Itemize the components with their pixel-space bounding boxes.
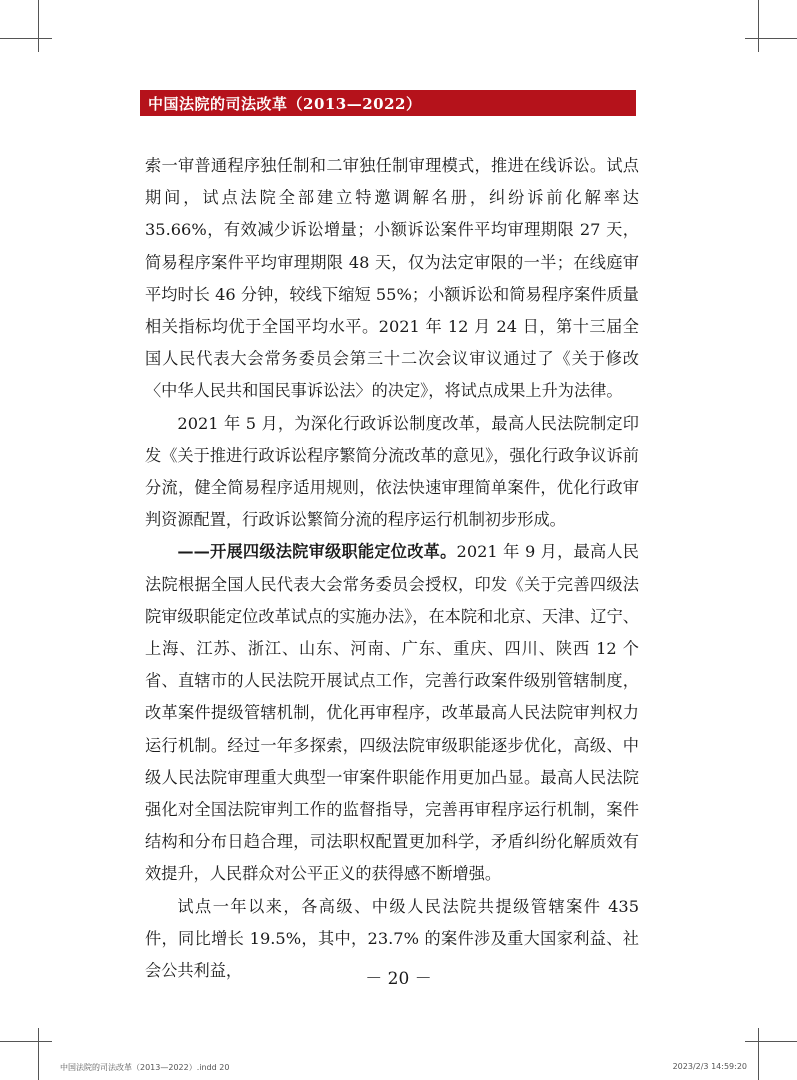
paragraph-3-text: 2021 年 9 月，最高人民法院根据全国人民代表大会常务委员会授权，印发《关于完善四级法院审级职能定位改革试点的实施办法》，在本院和北京、天津、辽宁、上海、江苏、浙江、山东、河南、广东、重庆、四川、陕西 12 个省、直辖市的人民法院开展试点工作，完善行政案件级别管辖制度，改革案件提级管辖机制，优化再审程序，改革最高人民法院审判权力运行机制。经过一年多探索，四级法院审级职能逐步优化，高级、中级人民法院审理重大典型一审案件职能作用更加凸显。最高人民法院强化对全国法院审判工作的监督指导，完善再审程序运行机制，案件结构和分布日趋合理，司法职权配置更加科学，矛盾纠纷化解质效有效提升，人民群众对公平正义的获得感不断增强。 [145, 542, 639, 884]
crop-mark-top-right-v [758, 0, 759, 52]
body-text [145, 150, 639, 987]
paragraph-4-text: 试点一年以来，各高级、中级人民法院共提级管辖案件 435 件，同比增长 19.5%，其中，23.7% 的案件涉及重大国家利益、社会公共利益， [145, 896, 639, 981]
crop-mark-bottom-left-v [38, 1028, 39, 1080]
crop-mark-bottom-left-h [0, 1041, 52, 1042]
crop-mark-top-left-h [0, 38, 52, 39]
paragraph-2 [145, 408, 639, 537]
footer-file-name: 中国法院的司法改革（2013—2022）.indd 20 [60, 1063, 230, 1072]
running-header-bar [140, 90, 636, 116]
paragraph-3 [145, 536, 639, 890]
page-number: － 20 － [365, 969, 432, 989]
running-header-title: 中国法院的司法改革（2013—2022） [148, 95, 422, 113]
crop-mark-top-right-h [745, 38, 797, 39]
paragraph-1 [145, 150, 639, 408]
paragraph-2-text: 2021 年 5 月，为深化行政诉讼制度改革，最高人民法院制定印发《关于推进行政诉讼程序繁简分流改革的意见》，强化行政争议诉前分流，健全简易程序适用规则，依法快速审理简单案件，优化行政审判资源配置，行政诉讼繁简分流的程序运行机制初步形成。 [145, 413, 639, 530]
crop-mark-top-left-v [38, 0, 39, 52]
paragraph-3-heading: ——开展四级法院审级职能定位改革。 [177, 542, 457, 562]
paragraph-1-text: 索一审普通程序独任制和二审独任制审理模式，推进在线诉讼。试点期间，试点法院全部建立特邀调解名册，纠纷诉前化解率达 35.66%，有效减少诉讼增量；小额诉讼案件平均审理期限 27 天，简易程序案件平均审理期限 48 天，仅为法定审限的一半；在线庭审平均时长 46 分钟，较线下缩短 55%；小额诉讼和简易程序案件质量相关指标均优于全国平均水平。2021 年 12 月 24 日，第十三届全国人民代表大会常务委员会第三十二次会议审议通过了《关于修改〈中华人民共和国民事诉讼法〉的决定》，将试点成果上升为法律。 [145, 156, 639, 401]
crop-mark-bottom-right-h [745, 1041, 797, 1042]
footer-timestamp: 2023/2/3 14:59:20 [672, 1062, 747, 1071]
crop-mark-bottom-right-v [758, 1028, 759, 1080]
